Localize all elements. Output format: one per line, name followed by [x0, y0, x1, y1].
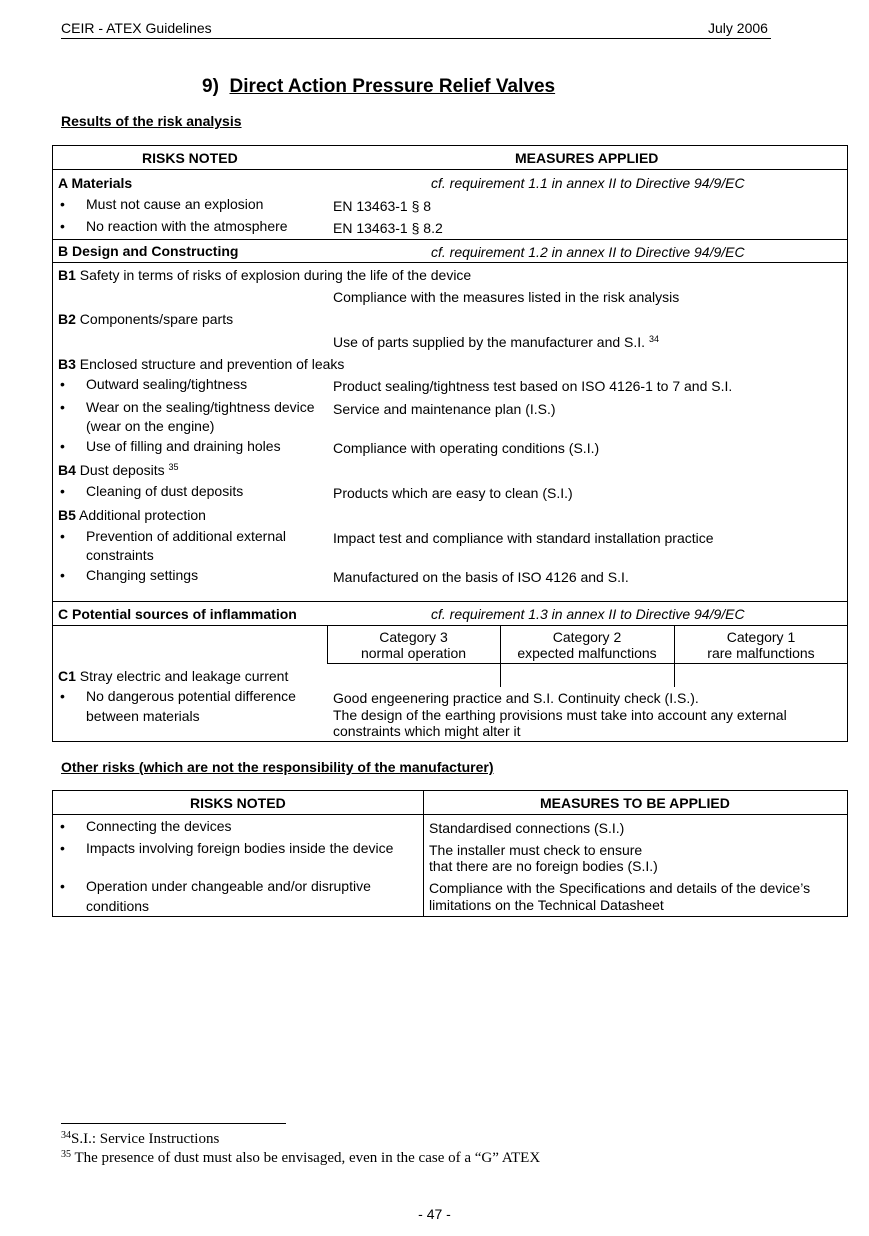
footnote-34: $^{34}$S.I.: Service Instructions: [61, 1130, 220, 1147]
risk-item: Use of filling and draining holes: [86, 438, 281, 454]
measure-item: EN 13463-1 § 8.2: [333, 220, 443, 236]
measure-item: limitations on the Technical Datasheet: [429, 897, 664, 913]
bullet-icon: •: [60, 567, 65, 583]
risk-item: No reaction with the atmosphere: [86, 218, 288, 234]
bullet-icon: •: [60, 399, 65, 415]
risk-item-cont: constraints: [86, 547, 154, 563]
section-b-label: B Design and Constructing: [58, 243, 239, 259]
risk-item: No dangerous potential difference: [86, 688, 296, 704]
risk-item: Impacts involving foreign bodies inside the device: [86, 840, 394, 856]
header-left: CEIR - ATEX Guidelines: [61, 20, 212, 36]
measure-item: Use of parts supplied by the manufacturer and S.I. $^{34}$: [333, 334, 659, 350]
other-risks-heading: Other risks (which are not the responsibility of the manufacturer): [61, 759, 494, 775]
measure-item: Products which are easy to clean (S.I.): [333, 485, 573, 501]
measure-item: The design of the earthing provisions must take into account any external: [333, 707, 787, 723]
risk-item-cont: conditions: [86, 898, 150, 914]
measure-item: Impact test and compliance with standard installation practice: [333, 530, 714, 546]
category-2-title: Category 2: [552, 629, 622, 645]
bullet-icon: •: [60, 196, 65, 212]
results-heading: Results of the risk analysis: [61, 113, 242, 129]
bullet-icon: •: [60, 483, 65, 499]
section-a-ref: cf. requirement 1.1 in annex II to Directive 94/9/EC: [431, 175, 745, 191]
col-measures-to-apply: MEASURES TO BE APPLIED: [540, 795, 730, 811]
col-risks-noted: RISKS NOTED: [142, 150, 238, 166]
bullet-icon: •: [60, 878, 65, 894]
b4-row: B4 Dust deposits $^{35}$: [58, 462, 179, 478]
category-2-subtitle: expected malfunctions: [517, 645, 657, 661]
section-a-label: A Materials: [58, 175, 133, 191]
risk-item: Connecting the devices: [86, 818, 232, 834]
measure-item: Compliance with the measures listed in the risk analysis: [333, 289, 680, 305]
risk-item-cont: (wear on the engine): [86, 418, 215, 434]
page-number: - 47 -: [418, 1206, 451, 1222]
measure-item: EN 13463-1 § 8: [333, 198, 432, 214]
risk-item: Wear on the sealing/tightness device: [86, 399, 315, 415]
category-3-title: Category 3: [379, 629, 448, 645]
bullet-icon: •: [60, 818, 65, 834]
category-1-title: Category 1: [726, 629, 796, 645]
header-date: July 2006: [708, 20, 768, 36]
measure-item: Compliance with operating conditions (S.I.): [333, 440, 600, 456]
bullet-icon: •: [60, 688, 65, 704]
measure-item: that there are no foreign bodies (S.I.): [429, 858, 658, 874]
col-risks-noted-2: RISKS NOTED: [190, 795, 286, 811]
measure-item: Good engeenering practice and S.I. Continuity check (I.S.).: [333, 690, 699, 706]
category-3-subtitle: normal operation: [360, 645, 467, 661]
risk-item-cont: between materials: [86, 708, 200, 724]
col-measures-applied: MEASURES APPLIED: [515, 150, 659, 166]
header-rule: [61, 38, 771, 39]
bullet-icon: •: [60, 218, 65, 234]
bullet-icon: •: [60, 840, 65, 856]
measure-item: The installer must check to ensure: [429, 842, 643, 858]
measure-item: Compliance with the Specifications and details of the device’s: [429, 880, 811, 896]
measure-item: constraints which might alter it: [333, 723, 521, 739]
risk-item: Cleaning of dust deposits: [86, 483, 244, 499]
bullet-icon: •: [60, 376, 65, 392]
title-number: 9): [202, 76, 219, 97]
measure-item: Standardised connections (S.I.): [429, 820, 625, 836]
section-c-ref: cf. requirement 1.3 in annex II to Directive 94/9/EC: [431, 606, 745, 622]
title-text: Direct Action Pressure Relief Valves: [229, 76, 556, 97]
measure-item: Service and maintenance plan (I.S.): [333, 401, 556, 417]
section-c-label: C Potential sources of inflammation: [58, 606, 297, 622]
measure-item: Manufactured on the basis of ISO 4126 and S.I.: [333, 569, 629, 585]
page-title: [202, 76, 555, 98]
risk-item: Operation under changeable and/or disruptive: [86, 878, 371, 894]
b2-row: B2 Components/spare parts: [58, 311, 234, 327]
risk-item: Prevention of additional external: [86, 528, 287, 544]
bullet-icon: •: [60, 438, 65, 454]
risk-item: Outward sealing/tightness: [86, 376, 248, 392]
category-1-subtitle: rare malfunctions: [707, 645, 815, 661]
footnote-separator: [61, 1123, 286, 1124]
measure-item: Product sealing/tightness test based on ISO 4126-1 to 7 and S.I.: [333, 378, 733, 394]
footnote-ref: 34: [648, 334, 659, 344]
footnote-35: $^{35}$ The presence of dust must also be envisaged, even in the case of a “G” ATEX: [61, 1149, 541, 1166]
b3-row: B3 Enclosed structure and prevention of leaks: [58, 356, 345, 372]
section-b-ref: cf. requirement 1.2 in annex II to Directive 94/9/EC: [431, 244, 745, 260]
bullet-icon: •: [60, 528, 65, 544]
c1-row: C1 Stray electric and leakage current: [58, 668, 289, 684]
b1-row: B1 Safety in terms of risks of explosion during the life of the device: [58, 267, 472, 283]
risk-item: Changing settings: [86, 567, 199, 583]
footnote-ref: 35: [168, 462, 179, 472]
b5-row: B5 Additional protection: [58, 507, 206, 523]
risk-item: Must not cause an explosion: [86, 196, 264, 212]
